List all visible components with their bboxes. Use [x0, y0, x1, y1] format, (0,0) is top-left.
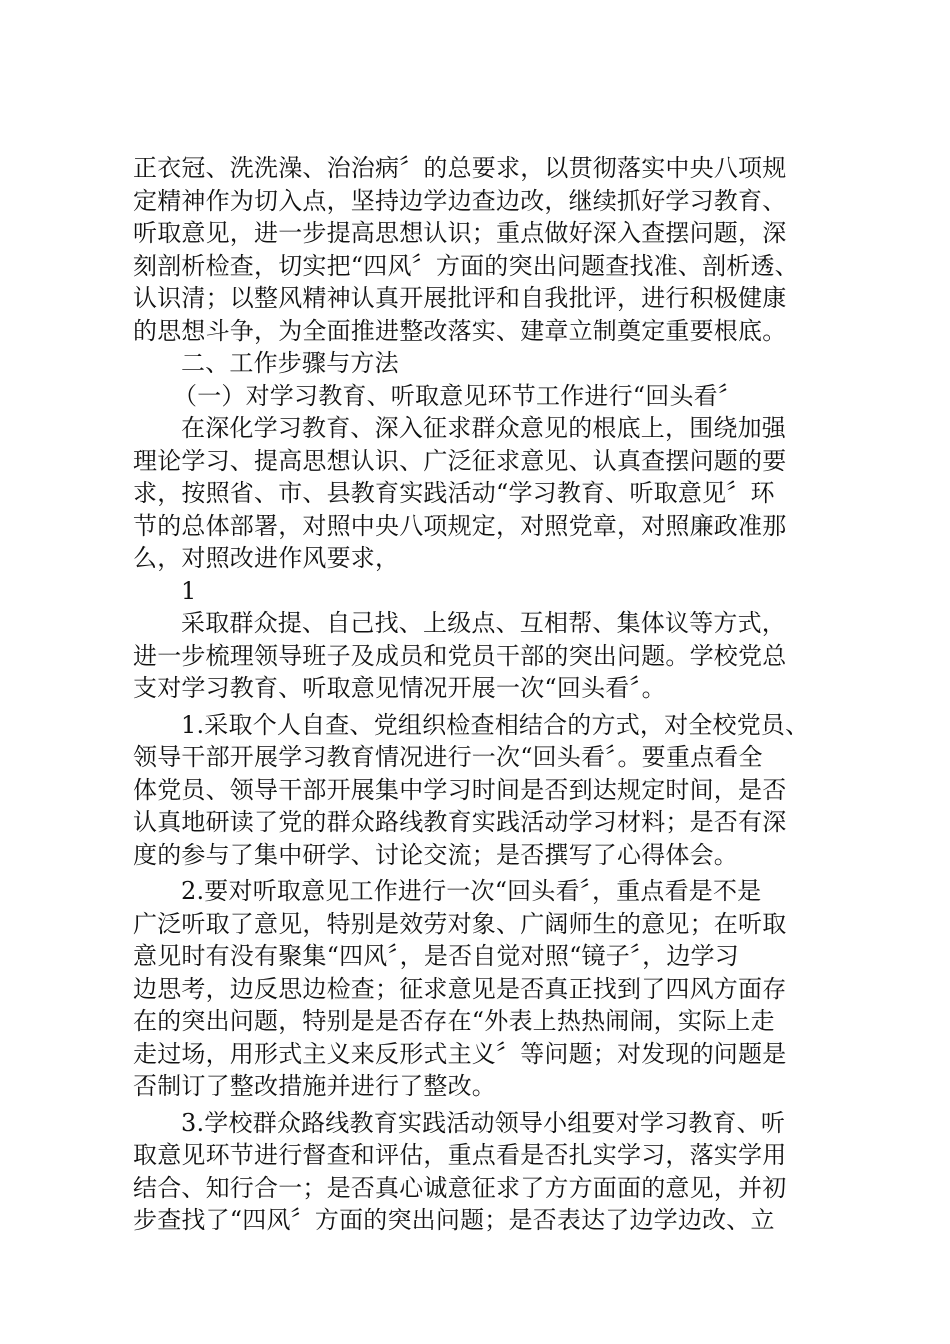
text-line: 认真地研读了党的群众路线教育实践活动学习材料；是否有深	[133, 808, 787, 836]
text-line: 取意见环节进行督查和评估，重点看是否扎实学习，落实学用	[133, 1141, 787, 1169]
text-line: 度的参与了集中研学、讨论交流；是否撰写了心得体会。	[133, 840, 738, 869]
text-line: 正衣冠、洗洗澡、治治病〞的总要求，以贯彻落实中央八项规	[133, 154, 787, 182]
text-line: 听取意见，进一步提高思想认识；重点做好深入查摆问题，深	[133, 219, 787, 247]
text-line: 1.采取个人自查、党组织检查相结合的方式，对全校党员、	[181, 710, 810, 739]
text-line: 2.要对听取意见工作进行一次“回头看〞，重点看是不是	[181, 877, 762, 905]
text-line: 的思想斗争，为全面推进整改落实、建章立制奠定重要根底。	[133, 316, 787, 345]
text-line: 采取群众提、自己找、上级点、互相帮、集体议等方式，	[181, 609, 786, 637]
text-line: 步查找了“四风〞方面的突出问题；是否表达了边学边改、立	[133, 1206, 775, 1234]
text-line: 认识清；以整风精神认真开展批评和自我批评，进行积极健康	[133, 284, 787, 312]
section-heading: 二、工作步骤与方法	[181, 349, 399, 377]
text-line: 结合、知行合一；是否真心诚意征求了方方面面的意见，并初	[133, 1173, 787, 1202]
text-line: 刻剖析检查，切实把“四风〞方面的突出问题查找准、剖析透、	[133, 251, 799, 280]
text-line: 在的突出问题，特别是是否存在“外表上热热闹闹，实际上走	[133, 1007, 775, 1035]
text-line: 节的总体部署，对照中央八项规定，对照党章，对照廉政准那	[133, 511, 787, 540]
text-line: 在深化学习教育、深入征求群众意见的根底上，围绕加强	[181, 414, 786, 442]
text-line: 定精神作为切入点，坚持边学边查边改，继续抓好学习教育、	[133, 186, 787, 215]
text-line: 求，按照省、市、县教育实践活动“学习教育、听取意见〞环	[133, 479, 775, 507]
text-line: 理论学习、提高思想认识、广泛征求意见、认真查摆问题的要	[133, 446, 787, 475]
text-line: 否制订了整改措施并进行了整改。	[133, 1072, 496, 1100]
text-line: 3.学校群众路线教育实践活动领导小组要对学习教育、听	[181, 1108, 786, 1137]
text-line: 支对学习教育、听取意见情况开展一次“回头看〞。	[133, 674, 666, 702]
subsection-heading: （一）对学习教育、听取意见环节工作进行“回头看〞	[173, 381, 743, 410]
text-line: 边思考，边反思边检查；征求意见是否真正找到了四风方面存	[133, 974, 787, 1003]
text-line: 领导干部开展学习教育情况进行一次“回头看〞。要重点看全	[133, 743, 763, 771]
text-line: 么，对照改进作风要求，	[133, 544, 400, 572]
text-line: 意见时有没有聚集“四风〞，是否自觉对照“镜子〞，边学习	[133, 942, 739, 970]
text-line: 广泛听取了意见，特别是效劳对象、广阔师生的意见；在听取	[133, 909, 787, 938]
document-body	[133, 152, 833, 1237]
text-line: 体党员、领导干部开展集中学习时间是否到达规定时间，是否	[133, 775, 787, 804]
text-line: 进一步梳理领导班子及成员和党员干部的突出问题。学校党总	[133, 641, 787, 670]
text-line: 走过场，用形式主义来反形式主义〞等问题；对发现的问题是	[133, 1039, 787, 1068]
page-number: 1	[181, 576, 197, 605]
